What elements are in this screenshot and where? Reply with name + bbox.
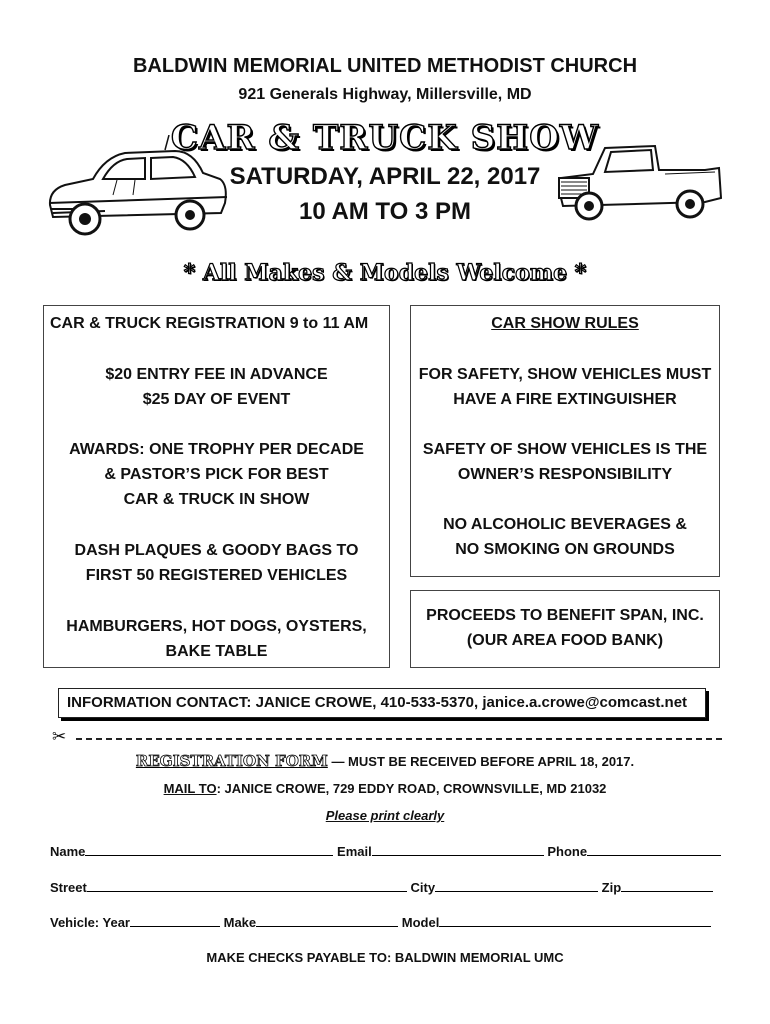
print-clearly-note: Please print clearly bbox=[325, 808, 445, 823]
proceeds-line-2: (OUR AREA FOOD BANK) bbox=[466, 632, 664, 649]
church-address: 921 Generals Highway, Millersville, MD bbox=[238, 86, 532, 103]
event-details-box bbox=[43, 305, 390, 668]
rule-1-line-1: FOR SAFETY, SHOW VEHICLES MUST bbox=[418, 366, 712, 383]
rules-heading: CAR SHOW RULES bbox=[491, 315, 639, 332]
awards-line-2: & PASTOR’S PICK FOR BEST bbox=[104, 466, 329, 483]
food-line-2: BAKE TABLE bbox=[165, 643, 268, 660]
plaques-line-2: FIRST 50 REGISTERED VEHICLES bbox=[85, 567, 348, 584]
name-label: Name bbox=[50, 844, 86, 859]
rule-2-line-1: SAFETY OF SHOW VEHICLES IS THE bbox=[422, 441, 708, 458]
form-row-vehicle bbox=[50, 915, 720, 930]
dashed-divider bbox=[76, 738, 722, 740]
email-label: Email bbox=[337, 844, 372, 859]
email-field[interactable] bbox=[372, 844, 544, 856]
registration-deadline: — MUST BE RECEIVED BEFORE APRIL 18, 2017. bbox=[327, 754, 635, 769]
fee-advance: $20 ENTRY FEE IN ADVANCE bbox=[105, 366, 328, 383]
form-row-name bbox=[50, 844, 720, 859]
food-line-1: HAMBURGERS, HOT DOGS, OYSTERS, bbox=[66, 618, 367, 635]
name-field[interactable] bbox=[85, 844, 333, 856]
street-field[interactable] bbox=[87, 880, 407, 892]
model-label: Model bbox=[401, 915, 440, 930]
city-field[interactable] bbox=[435, 880, 598, 892]
zip-label: Zip bbox=[601, 880, 622, 895]
awards-line-3: CAR & TRUCK IN SHOW bbox=[123, 491, 310, 508]
pickup-truck-illustration bbox=[555, 140, 725, 230]
rule-3-line-2: NO SMOKING ON GROUNDS bbox=[455, 541, 675, 558]
mail-to-address: : JANICE CROWE, 729 EDDY ROAD, CROWNSVILLE, MD 21032 bbox=[216, 781, 607, 796]
plaques-line-1: DASH PLAQUES & GOODY BAGS TO bbox=[74, 542, 359, 559]
rule-3-line-1: NO ALCOHOLIC BEVERAGES & bbox=[443, 516, 687, 533]
phone-field[interactable] bbox=[587, 844, 721, 856]
proceeds-line-1: PROCEEDS TO BENEFIT SPAN, INC. bbox=[426, 607, 704, 624]
car-show-rules-box bbox=[410, 305, 720, 577]
vehicle-year-label: Vehicle: Year bbox=[50, 915, 130, 930]
proceeds-box bbox=[410, 590, 720, 668]
checks-payable-note: MAKE CHECKS PAYABLE TO: BALDWIN MEMORIAL UMC bbox=[206, 950, 564, 965]
registration-form-title: REGISTRATION FORM bbox=[135, 752, 328, 770]
mail-to-line bbox=[0, 781, 770, 796]
rule-1-line-2: HAVE A FIRE EXTINGUISHER bbox=[453, 391, 677, 408]
show-title: CAR & TRUCK SHOW bbox=[170, 118, 600, 158]
registration-heading bbox=[0, 752, 770, 770]
welcome-banner: * All Makes & Models Welcome * bbox=[183, 260, 587, 286]
fee-day: $25 DAY OF EVENT bbox=[142, 391, 291, 408]
rule-2-line-2: OWNER’S RESPONSIBILITY bbox=[457, 466, 673, 483]
city-label: City bbox=[410, 880, 436, 895]
classic-sedan-illustration bbox=[45, 135, 230, 245]
street-label: Street bbox=[50, 880, 87, 895]
form-row-address bbox=[50, 880, 720, 895]
event-date: SATURDAY, APRIL 22, 2017 bbox=[229, 163, 541, 190]
awards-line-1: AWARDS: ONE TROPHY PER DECADE bbox=[69, 441, 364, 458]
scissors-icon: ✂ bbox=[52, 727, 67, 746]
mail-to-label: MAIL TO bbox=[163, 781, 217, 796]
church-name: BALDWIN MEMORIAL UNITED METHODIST CHURCH bbox=[132, 55, 638, 77]
year-field[interactable] bbox=[130, 915, 220, 927]
cut-line bbox=[52, 727, 722, 746]
event-time: 10 AM TO 3 PM bbox=[298, 198, 472, 225]
phone-label: Phone bbox=[547, 844, 588, 859]
registration-time: CAR & TRUCK REGISTRATION 9 to 11 AM bbox=[50, 315, 369, 332]
make-label: Make bbox=[223, 915, 257, 930]
model-field[interactable] bbox=[439, 915, 711, 927]
zip-field[interactable] bbox=[621, 880, 713, 892]
make-field[interactable] bbox=[256, 915, 398, 927]
contact-info: INFORMATION CONTACT: JANICE CROWE, 410-533-5370, janice.a.crowe@comcast.net bbox=[58, 688, 706, 718]
